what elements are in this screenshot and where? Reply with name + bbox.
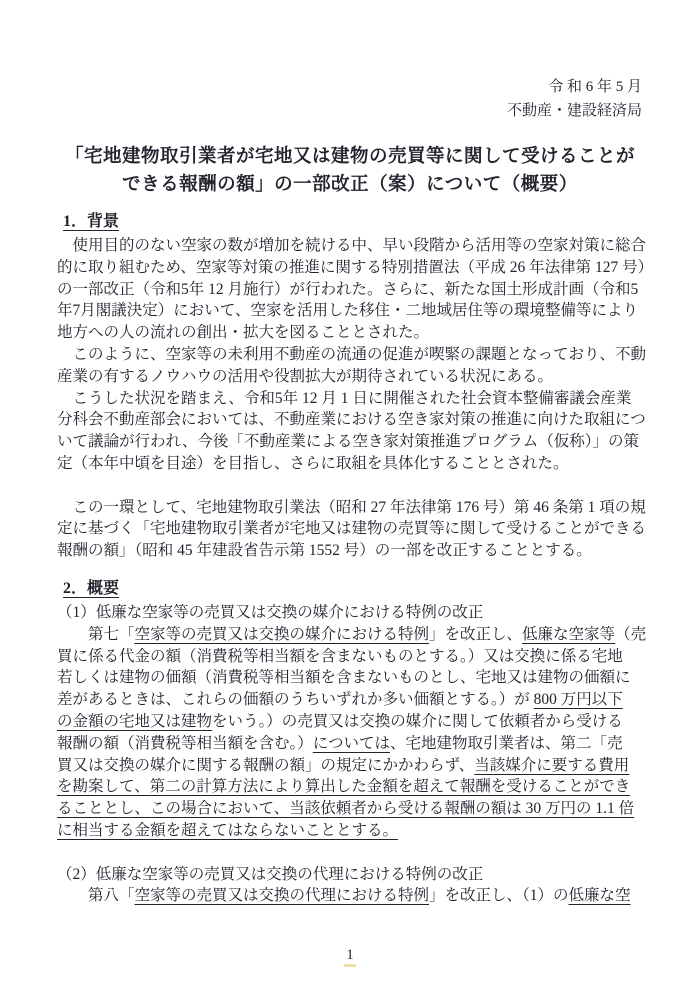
- doc-title: [0, 143, 700, 199]
- text-line: [57, 279, 650, 301]
- doc-title-line-2: できる報酬の額」の一部改正（案）について（概要）: [122, 175, 578, 195]
- text-line: [57, 602, 650, 624]
- text-line: [57, 497, 650, 519]
- doc-body: [57, 211, 654, 907]
- plain-text: 第八「: [57, 887, 135, 905]
- underlined-text: 低廉な空家等: [522, 625, 616, 643]
- plain-text: をいう。）の売買又は交換の媒介に関して依頼者から受ける: [212, 712, 623, 730]
- underlined-text: 空家等の売買又は交換の媒介における特例: [134, 625, 430, 643]
- underlined-text: については: [312, 734, 390, 752]
- plain-text: （1）低廉な空家等の売買又は交換の媒介における特例の改正: [57, 603, 484, 621]
- section-heading: 2．概要: [63, 579, 120, 597]
- paragraph-block: [57, 602, 650, 842]
- plain-text: 定（本年中頃を目途）を目指し、さらに取組を具体化することとされた。: [57, 454, 569, 472]
- text-line: [57, 776, 650, 798]
- text-line: [57, 257, 654, 279]
- paragraph-block: [57, 864, 650, 908]
- plain-text: の一部改正（令和5年 12 月施行）が行われた。さらに、新たな国土形成計画（令和5: [57, 280, 639, 298]
- underlined-text: 低廉な空: [568, 887, 631, 905]
- text-line: [57, 864, 650, 886]
- text-line: [57, 711, 650, 733]
- underlined-text: 空家等の売買又は交換の代理における特例: [134, 887, 430, 905]
- plain-text: 」を改正し、（1）の: [429, 887, 569, 905]
- text-line: [57, 431, 650, 453]
- org-line: 不動産・建設経済局: [506, 102, 642, 119]
- plain-text: 的に取り組むため、空家等対策の推進に関する特別措置法（平成 26 年法律第 127 号）: [57, 258, 654, 276]
- document-section: [57, 578, 650, 907]
- plain-text: 買に係る代金の額（消費税等相当額を含まないものとする。）又は交換に係る宅地: [57, 647, 623, 665]
- plain-text: （売: [615, 625, 647, 643]
- plain-text: 、宅地建物取引業者は、第二「売: [389, 734, 623, 752]
- underlined-text: 当該媒介に要する費用: [474, 756, 630, 774]
- text-line: [57, 646, 650, 668]
- plain-text: 報酬の額」（昭和 45 年建設省告示第 1552 号）の一部を改正することとする。: [57, 542, 592, 560]
- text-line: [57, 235, 650, 257]
- plain-text: 差があるときは、これらの価額のうちいずれか多い価額とする。）が: [57, 691, 534, 709]
- underlined-text: 800 万円以下: [533, 691, 623, 709]
- paragraph-block: [57, 497, 650, 562]
- section-heading: 1．背景: [63, 213, 120, 230]
- plain-text: 買又は交換の媒介に関する報酬の額」の規定にかかわらず、: [57, 756, 475, 774]
- text-line: [57, 624, 650, 646]
- text-line: [57, 667, 650, 689]
- document-footer: [0, 947, 700, 967]
- underlined-text: を勘案して、第二の計算方法により算出した金額を超えて報酬を受けることができ: [57, 778, 631, 796]
- text-line: [57, 689, 650, 711]
- plain-text: いて議論が行われ、今後「不動産業による空き家対策推進プログラム（仮称）」の策: [57, 433, 640, 451]
- text-line: [57, 518, 650, 540]
- underlined-text: の金額の宅地又は建物: [57, 712, 213, 730]
- document-section: [57, 211, 654, 562]
- plain-text: （2）低廉な空家等の売買又は交換の代理における特例の改正: [57, 865, 484, 883]
- plain-text: 産業の有するノウハウの活用や役割拡大が期待されている状況にある。: [57, 367, 554, 385]
- plain-text: 定に基づく「宅地建物取引業者が宅地又は建物の売買等に関して受けることができる: [57, 520, 647, 538]
- text-line: [57, 344, 650, 366]
- text-line: [57, 820, 650, 842]
- plain-text: 若しくは建物の価額（消費税等相当額を含まないものとし、宅地又は建物の価額に: [57, 669, 631, 687]
- plain-text: 地方への人の流れの創出・拡大を図ることとされた。: [57, 324, 430, 342]
- text-line: [57, 453, 650, 475]
- plain-text: 分科会不動産部会においては、不動産業における空き家対策の推進に向けた取組につ: [57, 411, 646, 429]
- underlined-text: ることとし、この場合において、当該依頼者から受ける報酬の額は 30 万円の 1.1 倍: [57, 800, 635, 818]
- date-line: 令 和 6 年 5 月: [548, 79, 642, 95]
- paragraph-block: [57, 235, 654, 475]
- text-line: [57, 366, 650, 388]
- plain-text: 」を改正し、: [429, 625, 523, 643]
- text-line: [57, 798, 650, 820]
- text-line: [57, 885, 650, 907]
- text-line: [57, 300, 650, 322]
- doc-title-line-1: 「宅地建物取引業者が宅地又は建物の売買等に関して受けることが: [64, 147, 635, 167]
- plain-text: このように、空家等の未利用不動産の流通の促進が喫緊の課題となっており、不動: [57, 345, 647, 363]
- plain-text: 使用目的のない空家の数が増加を続ける中、早い段階から活用等の空家対策に総合: [57, 237, 647, 254]
- text-line: [57, 322, 650, 344]
- text-line: [57, 755, 650, 777]
- text-line: [57, 540, 650, 562]
- plain-text: この一環として、宅地建物取引業法（昭和 27 年法律第 176 号）第 46 条第 1 項の規: [57, 498, 646, 516]
- page-number: 1: [344, 947, 355, 967]
- text-line: [57, 388, 650, 410]
- underlined-text: に相当する金額を超えてはならないこととする。: [57, 821, 399, 839]
- plain-text: 第七「: [57, 625, 135, 643]
- plain-text: こうした状況を踏まえ、令和5年 12 月 1 日に開催された社会資本整備審議会産業: [57, 389, 632, 407]
- text-line: [57, 733, 650, 755]
- plain-text: 報酬の額（消費税等相当額を含む。）: [57, 734, 313, 752]
- document-header: [0, 0, 700, 123]
- plain-text: 年7月閣議決定）において、空家を活用した移住・二地域居住等の環境整備等により: [57, 302, 638, 320]
- text-line: [57, 409, 650, 431]
